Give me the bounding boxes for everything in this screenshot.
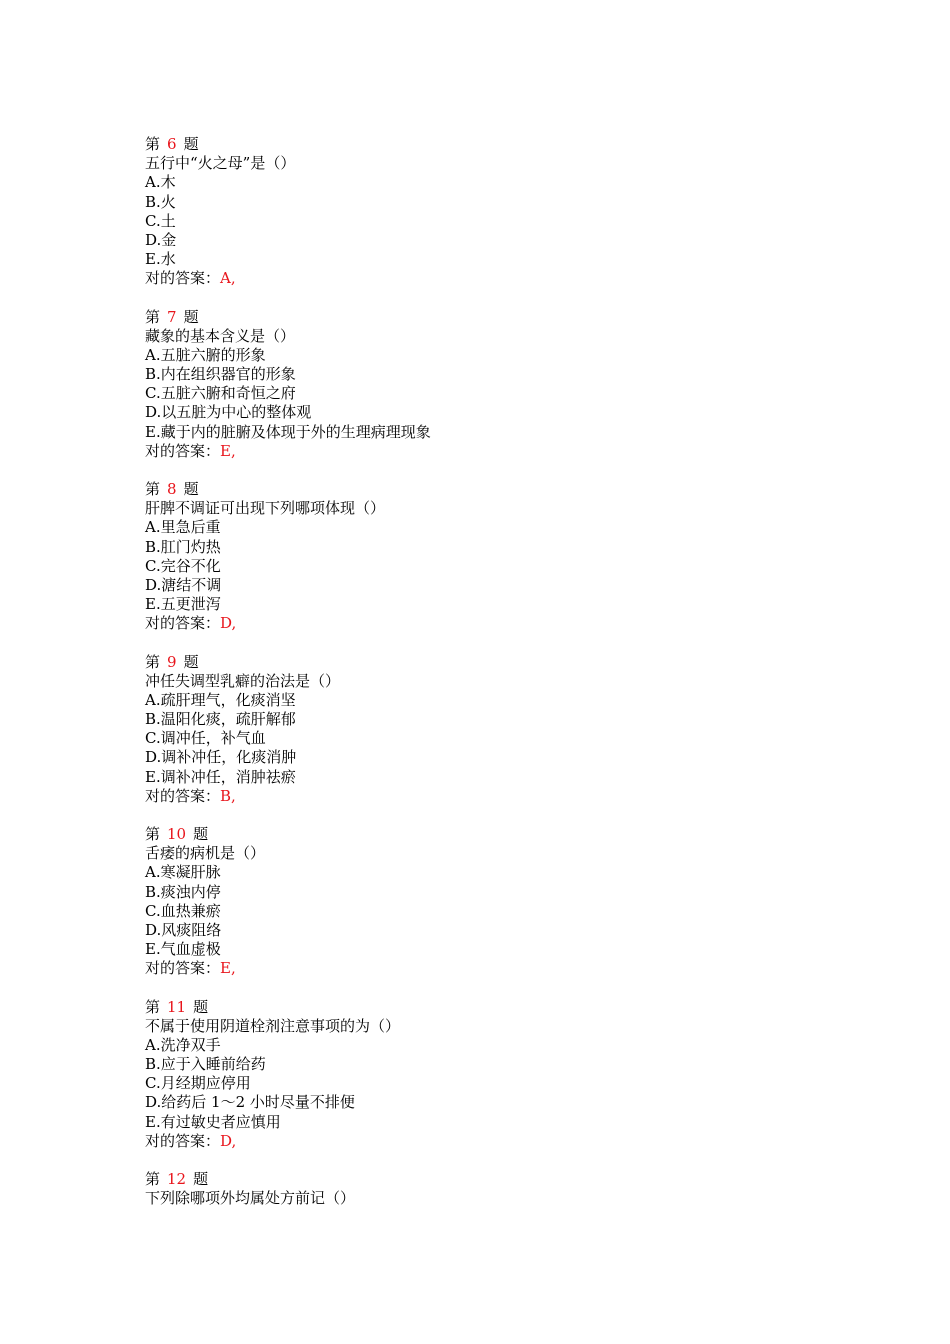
option-a: A.疏肝理气，化痰消坚 bbox=[145, 690, 296, 709]
question-stem: 下列除哪项外均属处方前记（） bbox=[145, 1189, 356, 1208]
question-6 bbox=[145, 135, 905, 289]
option-c: C.月经期应停用 bbox=[145, 1074, 251, 1093]
option-a: A.木 bbox=[145, 173, 176, 192]
question-heading: 第 10 题 bbox=[145, 825, 209, 843]
answer-value: D, bbox=[220, 1131, 237, 1150]
question-10 bbox=[145, 825, 905, 979]
question-heading: 第 8 题 bbox=[145, 480, 199, 498]
question-number: 12 bbox=[167, 1170, 187, 1188]
question-heading: 第 7 题 bbox=[145, 307, 199, 326]
question-heading: 第 6 题 bbox=[145, 135, 199, 153]
question-number: 9 bbox=[167, 652, 177, 671]
question-heading: 第 11 题 bbox=[145, 997, 209, 1016]
option-e: E.有过敏史者应慎用 bbox=[145, 1112, 281, 1131]
option-d: D.给药后 1～2 小时尽量不排便 bbox=[145, 1093, 355, 1112]
option-e: E.五更泄泻 bbox=[145, 595, 221, 614]
option-b: B.肛门灼热 bbox=[145, 537, 221, 556]
question-number: 8 bbox=[167, 480, 177, 498]
option-a: A.洗净双手 bbox=[145, 1035, 221, 1054]
option-b: B.温阳化痰，疏肝解郁 bbox=[145, 710, 296, 729]
option-d: D.以五脏为中心的整体观 bbox=[145, 403, 312, 422]
option-a: A.五脏六腑的形象 bbox=[145, 345, 266, 364]
question-heading: 第 12 题 bbox=[145, 1170, 209, 1188]
question-7 bbox=[145, 308, 905, 462]
option-d: D.风痰阻络 bbox=[145, 920, 222, 939]
document-page bbox=[145, 135, 905, 1227]
answer-value: B, bbox=[220, 786, 236, 805]
option-c: C.血热兼瘀 bbox=[145, 901, 221, 920]
question-stem: 舌痿的病机是（） bbox=[145, 844, 266, 863]
question-number: 6 bbox=[167, 135, 177, 153]
option-c: C.土 bbox=[145, 211, 176, 230]
question-number: 11 bbox=[167, 997, 187, 1016]
question-9 bbox=[145, 653, 905, 807]
question-stem: 肝脾不调证可出现下列哪项体现（） bbox=[145, 499, 386, 518]
option-b: B.内在组织器官的形象 bbox=[145, 365, 296, 384]
option-d: D.溏结不调 bbox=[145, 575, 222, 594]
answer-value: E, bbox=[220, 959, 236, 978]
answer-line: 对的答案：E, bbox=[145, 441, 236, 460]
option-d: D.调补冲任，化痰消肿 bbox=[145, 748, 297, 767]
question-stem: 五行中“火之母”是（） bbox=[145, 154, 296, 173]
option-a: A.寒凝肝脉 bbox=[145, 863, 221, 882]
answer-line: 对的答案：A, bbox=[145, 269, 236, 288]
answer-value: D, bbox=[220, 614, 237, 633]
option-e: E.气血虚极 bbox=[145, 940, 221, 959]
question-number: 7 bbox=[167, 307, 177, 326]
question-heading: 第 9 题 bbox=[145, 652, 199, 671]
answer-line: 对的答案：B, bbox=[145, 786, 236, 805]
question-stem: 冲任失调型乳癖的治法是（） bbox=[145, 671, 341, 690]
option-d: D.金 bbox=[145, 230, 177, 249]
question-12 bbox=[145, 1170, 905, 1208]
question-11 bbox=[145, 998, 905, 1152]
answer-value: A, bbox=[220, 269, 236, 288]
question-stem: 藏象的基本含义是（） bbox=[145, 326, 296, 345]
answer-line: 对的答案：D, bbox=[145, 614, 237, 633]
answer-value: E, bbox=[220, 441, 236, 460]
option-c: C.完谷不化 bbox=[145, 556, 221, 575]
option-c: C.五脏六腑和奇恒之府 bbox=[145, 384, 296, 403]
question-stem: 不属于使用阴道栓剂注意事项的为（） bbox=[145, 1016, 401, 1035]
question-number: 10 bbox=[167, 825, 187, 843]
option-e: E.调补冲任，消肿祛瘀 bbox=[145, 767, 296, 786]
option-b: B.应于入睡前给药 bbox=[145, 1055, 266, 1074]
answer-line: 对的答案：E, bbox=[145, 959, 236, 978]
option-e: E.水 bbox=[145, 250, 176, 269]
option-a: A.里急后重 bbox=[145, 518, 221, 537]
answer-line: 对的答案：D, bbox=[145, 1131, 237, 1150]
option-e: E.藏于内的脏腑及体现于外的生理病理现象 bbox=[145, 422, 431, 441]
option-b: B.火 bbox=[145, 192, 176, 211]
option-c: C.调冲任，补气血 bbox=[145, 729, 266, 748]
question-8 bbox=[145, 480, 905, 634]
option-b: B.痰浊内停 bbox=[145, 882, 221, 901]
